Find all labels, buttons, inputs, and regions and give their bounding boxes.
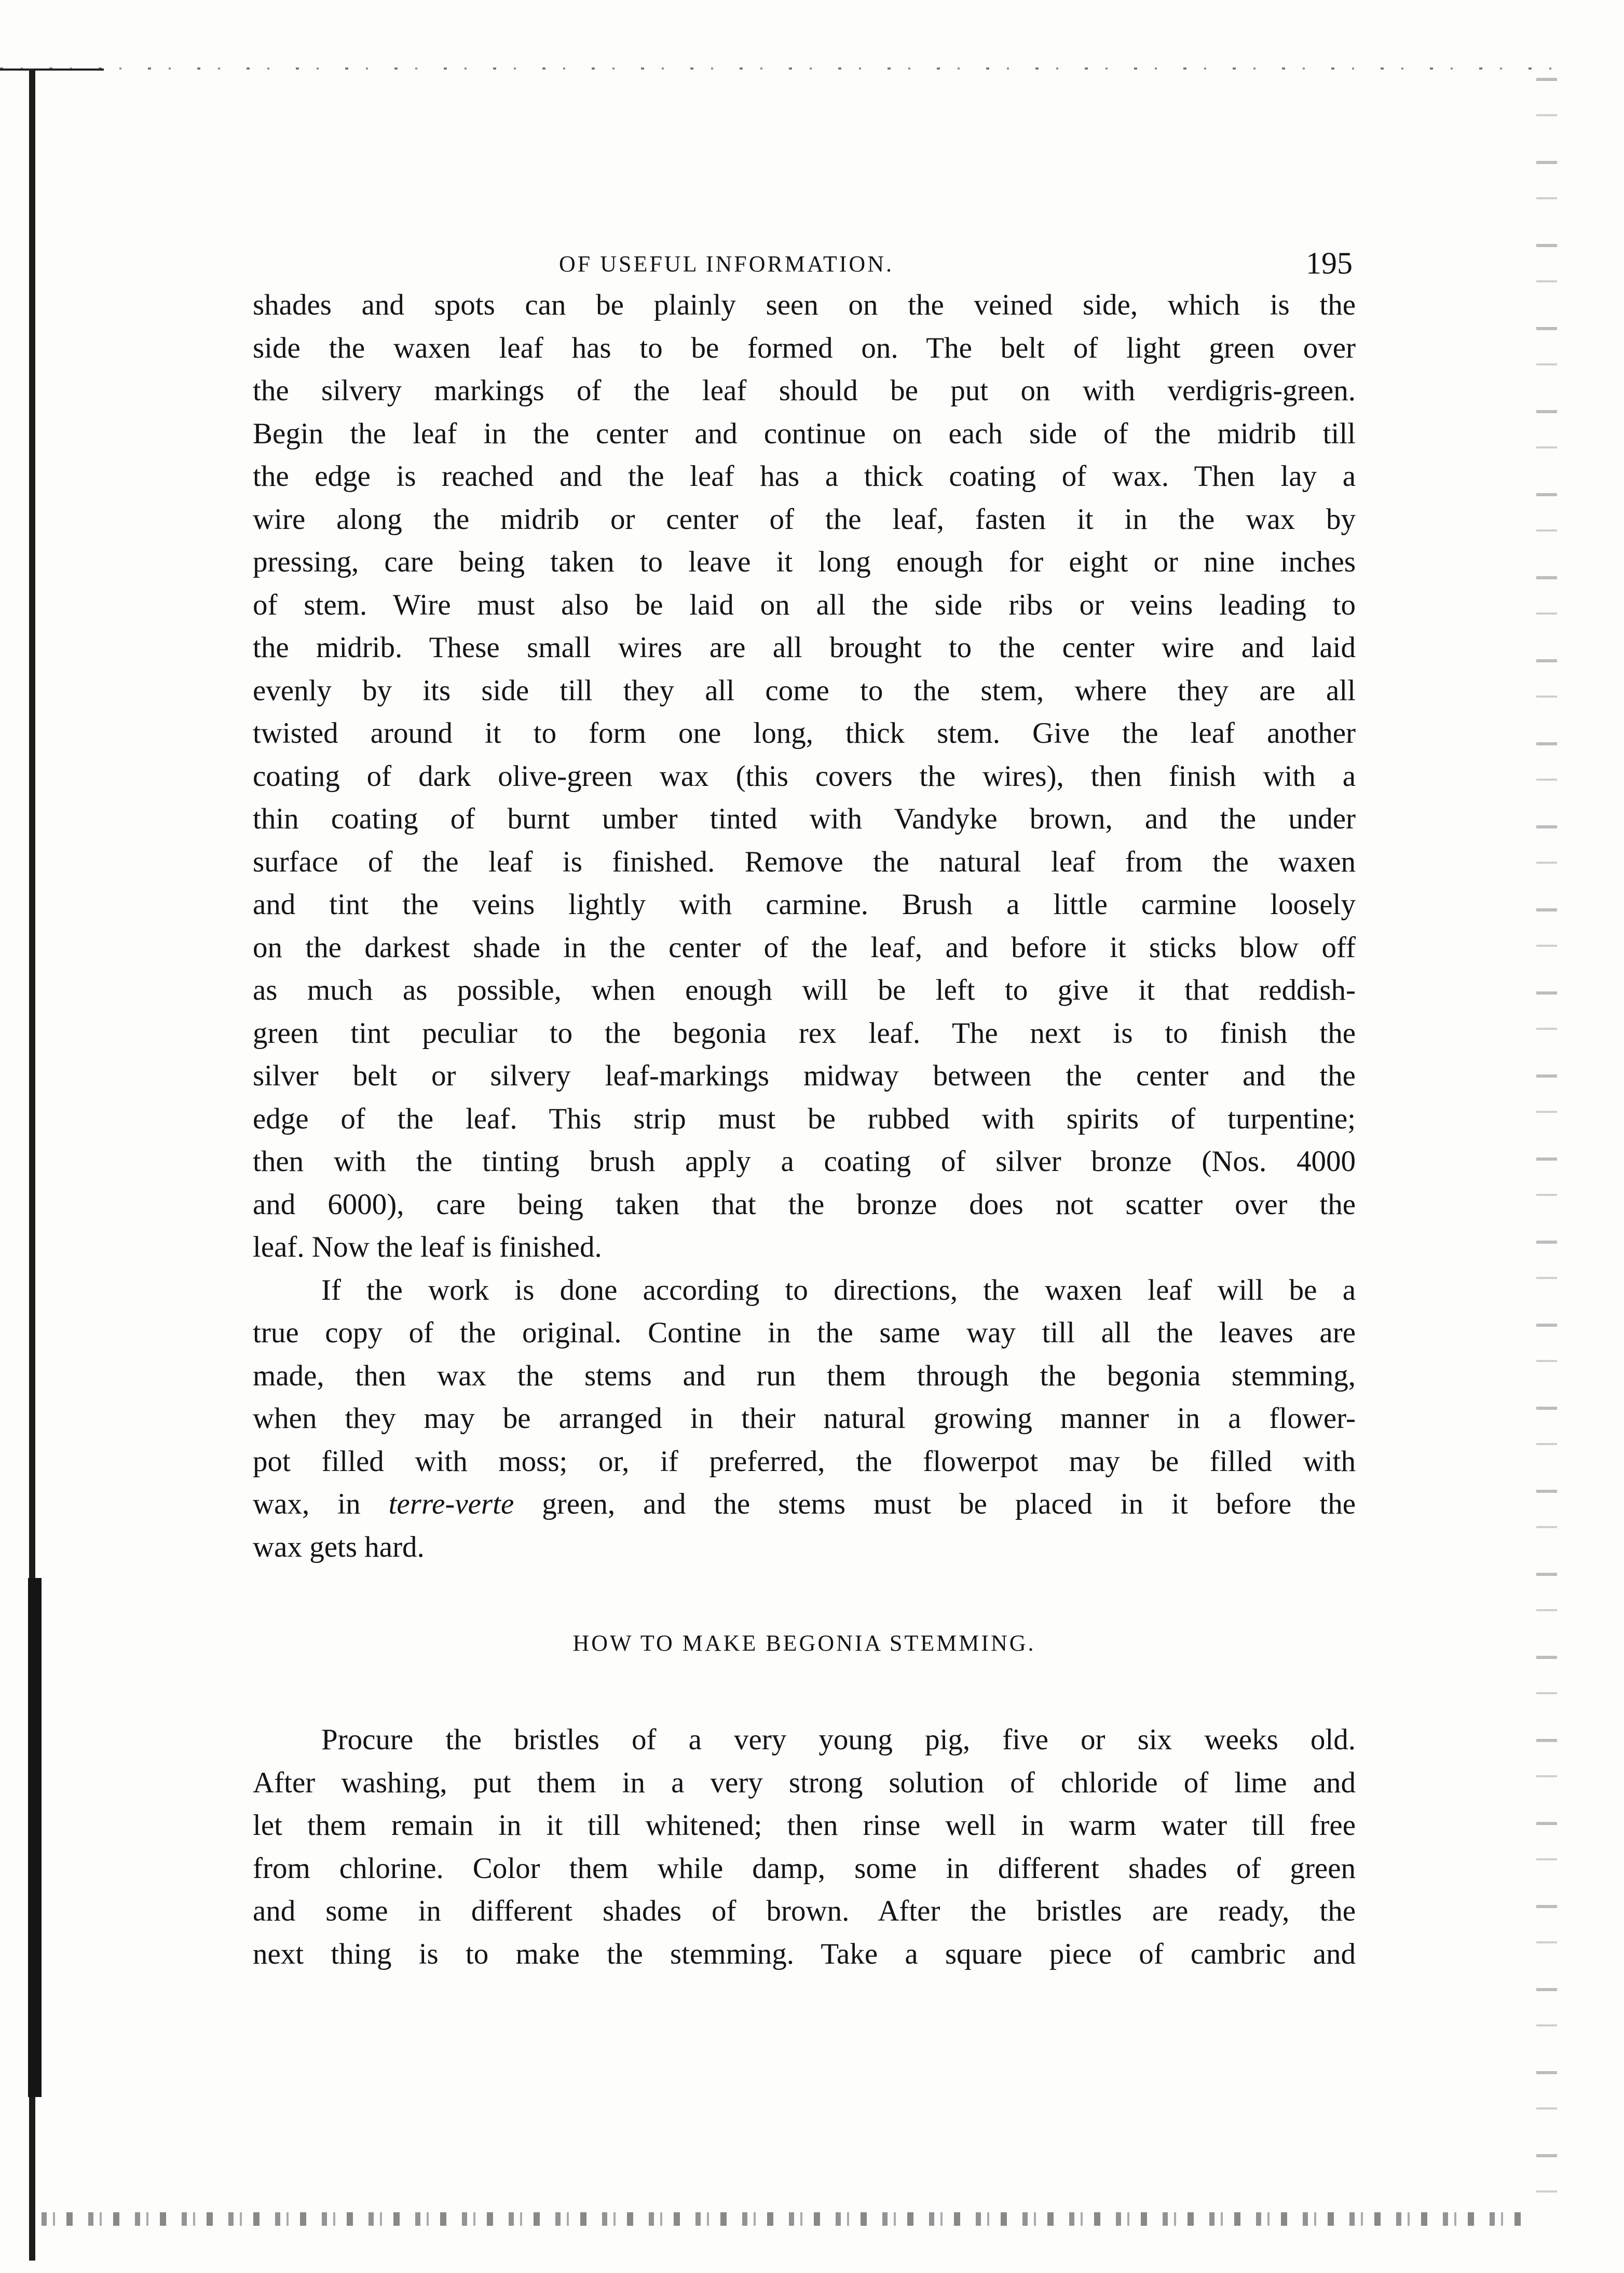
text-line: pot filled with moss; or, if preferred, the flowerpot may be filled with [253, 1445, 1356, 1478]
text-line-with-italic [253, 1483, 1356, 1526]
text-line: Begin the leaf in the center and continue on each side of the midrib till [253, 417, 1356, 450]
section-heading: HOW TO MAKE BEGONIA STEMMING. [572, 1630, 1036, 1656]
text-line: coating of dark olive-green wax (this covers the wires), then finish with a [253, 759, 1356, 793]
text-block [253, 236, 1356, 1976]
scan-top-edge [0, 67, 1557, 70]
text-line: true copy of the original. Contine in the same way till all the leaves are [253, 1316, 1356, 1349]
text-line: made, then wax the stems and run them through the begonia stemming, [253, 1359, 1356, 1392]
scan-bottom-edge [42, 2212, 1526, 2226]
text-line: then with the tinting brush apply a coating of silver bronze (Nos. 4000 [253, 1145, 1356, 1178]
text-line: Procure the bristles of a very young pig, five or six weeks old. [321, 1723, 1356, 1756]
text-line: of stem. Wire must also be laid on all the side ribs or veins leading to [253, 588, 1356, 621]
text-line: After washing, put them in a very strong solution of chloride of lime and [253, 1766, 1356, 1799]
text-line: on the darkest shade in the center of the leaf, and before it sticks blow off [253, 931, 1356, 964]
text-line: side the waxen leaf has to be formed on. The belt of light green over [253, 331, 1356, 364]
paragraph-3 [253, 1719, 1356, 1976]
scan-top-corner [0, 69, 104, 71]
text-line: and some in different shades of brown. After the bristles are ready, the [253, 1895, 1356, 1927]
text-line: twisted around it to form one long, thick stem. Give the leaf another [253, 717, 1356, 750]
text-line: from chlorine. Color them while damp, some in different shades of green [253, 1852, 1356, 1885]
text-line: the silvery markings of the leaf should be put on with verdigris-green. [253, 374, 1356, 407]
italic-term: terre-verte [388, 1488, 514, 1520]
paragraph-2 [253, 1269, 1356, 1569]
text-line: and tint the veins lightly with carmine. Brush a little carmine loosely [253, 888, 1356, 921]
text-run: wax, in [253, 1488, 389, 1520]
text-line: silver belt or silvery leaf-markings midway between the center and the [253, 1059, 1356, 1092]
text-line: evenly by its side till they all come to the stem, where they are all [253, 674, 1356, 707]
text-line: let them remain in it till whitened; then rinse well in warm water till free [253, 1809, 1356, 1842]
text-line: leaf. Now the leaf is finished. [253, 1231, 602, 1263]
text-line: thin coating of burnt umber tinted with Vandyke brown, and the under [253, 802, 1356, 835]
text-line: If the work is done according to directions, the waxen leaf will be a [321, 1273, 1356, 1306]
paragraph-1 [253, 284, 1356, 1269]
text-line: as much as possible, when enough will be left to give it that reddish- [253, 974, 1356, 1006]
text-line: wax gets hard. [253, 1530, 425, 1563]
text-line: green tint peculiar to the begonia rex leaf. The next is to finish the [253, 1016, 1356, 1050]
text-line: shades and spots can be plainly seen on the veined side, which is the [253, 289, 1356, 321]
text-line: and 6000), care being taken that the bronze does not scatter over the [253, 1188, 1356, 1221]
page-number: 195 [1306, 246, 1353, 280]
text-line: edge of the leaf. This strip must be rubbed with spirits of turpentine; [253, 1102, 1356, 1135]
text-line: the midrib. These small wires are all brought to the center wire and laid [253, 631, 1356, 664]
text-line: the edge is reached and the leaf has a thick coating of wax. Then lay a [253, 460, 1356, 493]
text-line: when they may be arranged in their natural growing manner in a flower- [253, 1402, 1356, 1435]
scan-right-edge [1536, 78, 1557, 2232]
scan-left-binding-shadow [28, 1578, 42, 2097]
text-line: surface of the leaf is finished. Remove the natural leaf from the waxen [253, 845, 1356, 878]
text-run: green, and the stems must be placed in it before the [514, 1488, 1356, 1520]
running-title: OF USEFUL INFORMATION. [559, 251, 894, 277]
running-head [253, 236, 1356, 283]
text-line: wire along the midrib or center of the leaf, fasten it in the wax by [253, 502, 1356, 536]
text-line: pressing, care being taken to leave it long enough for eight or nine inches [253, 546, 1356, 578]
text-line: next thing is to make the stemming. Take a square piece of cambric and [253, 1937, 1356, 1970]
